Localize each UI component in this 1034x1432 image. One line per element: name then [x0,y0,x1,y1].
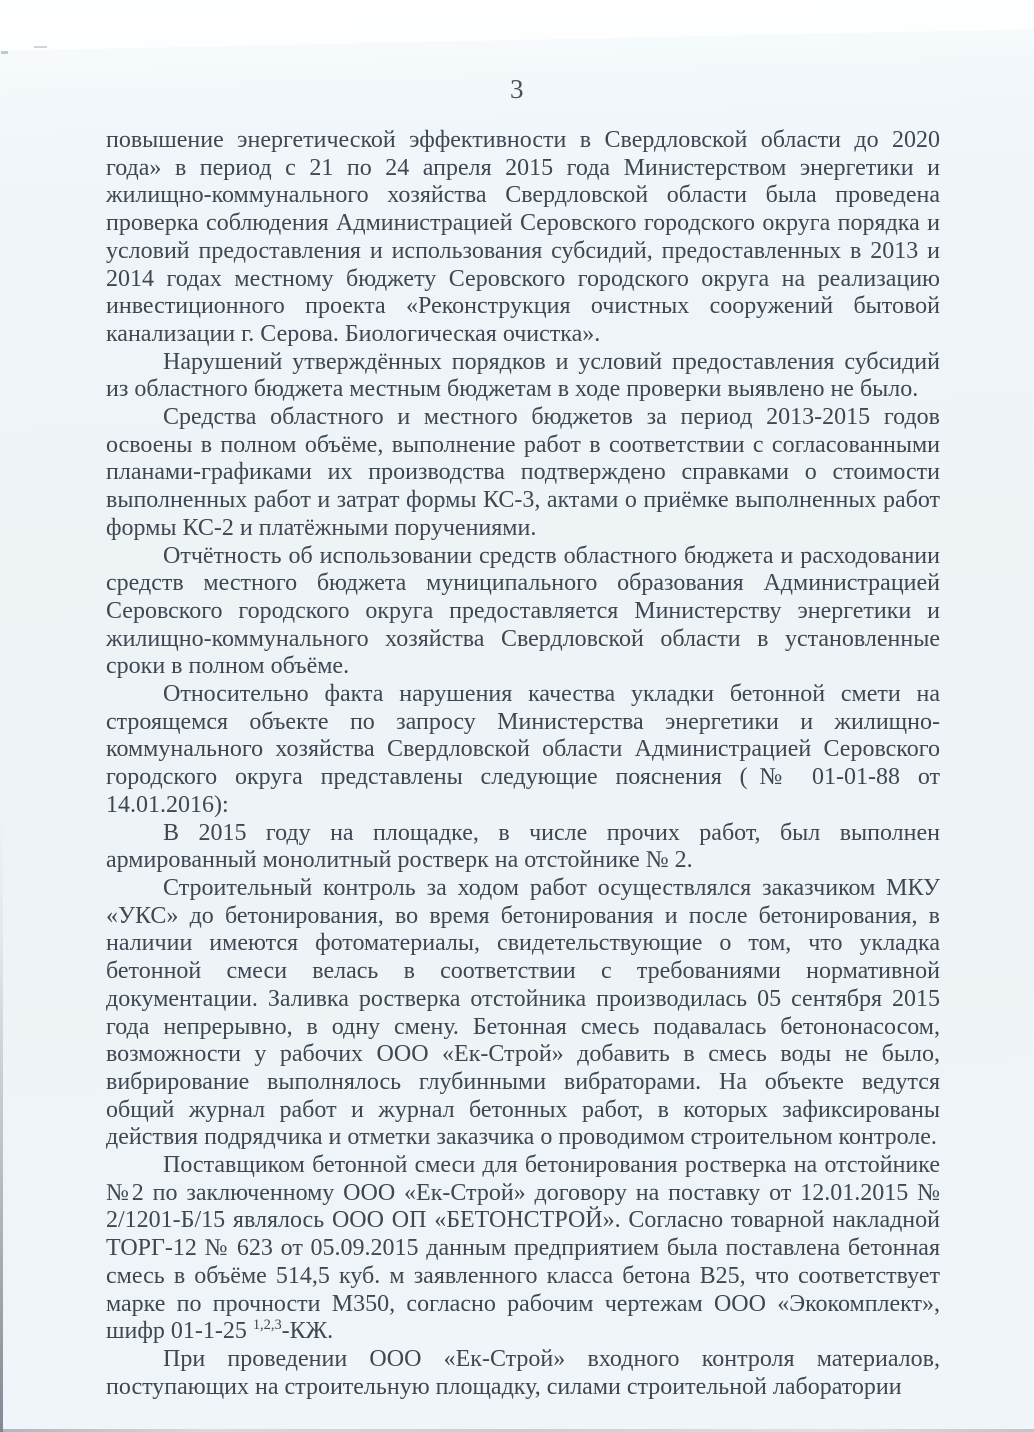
superscript-sheet-numbers: 1,2,3 [252,1317,282,1334]
paragraph: Строительный контроль за ходом работ осуществлялся заказчиком МКУ «УКС» до бетонирования, во время бетонирования и после бетонирования, в наличии имеются фотоматериалы, свидетельствующие о том, что укладка бетонной смеси велась в соответствии с требованиями нормативной документации. Заливка ростверка отстойника производилась 05 сентября 2015 года непрерывно, в одну смену. Бетонная смесь подавалась бетононасосом, возможности у рабочих ООО «Ек-Строй» добавить в смесь воды не было, вибрирование выполнялось глубинными вибраторами. На объекте ведутся общий журнал работ и журнал бетонных работ, в которых зафиксированы действия подрядчика и отметки заказчика о проводимом строительном контроле. [106,874,940,1151]
paragraph [106,1152,940,1346]
scan-artifact-dash [34,46,47,48]
paragraph: Относительно факта нарушения качества укладки бетонной смети на строящемся объекте по запросу Министерства энергетики и жилищно-коммунального хозяйства Свердловской области Администрацией Серовского городского округа представлены следующие пояснения (№ 01-01-88 от 14.01.2016): [106,681,940,818]
scan-artifact-dash [1,51,8,54]
paragraph: Средства областного и местного бюджетов за период 2013-2015 годов освоены в полном объёме, выполнение работ в соответствии с согласованными планами-графиками их производства подтверждено справками о стоимости выполненных работ и затрат формы КС-3, актами о приёмке выполненных работ формы КС-2 и платёжными поручениями. [106,404,940,541]
paragraph: повышение энергетической эффективности в Свердловской области до 2020 года» в период с 21 по 24 апреля 2015 года Министерством энергетики и жилищно-коммунального хозяйства Свердловской области была проведена проверка соблюдения Администрацией Серовского городского округа порядка и условий предоставления и использования субсидий, предоставленных в 2013 и 2014 годах местному бюджету Серовского городского округа на реализацию инвестиционного проекта «Реконструкция очистных сооружений бытовой канализации г. Серова. Биологическая очистка». [106,127,940,347]
paragraph: Нарушений утверждённых порядков и условий предоставления субсидий из областного бюджета местным бюджетам в ходе проверки выявлено не было. [106,348,940,403]
paragraph: В 2015 году на площадке, в числе прочих работ, был выполнен армированный монолитный ростверк на отстойнике № 2. [106,819,940,874]
paragraph: При проведении ООО «Ек-Строй» входного контроля материалов, поступающих на строительную площадку, силами строительной лаборатории [106,1345,940,1400]
paragraph-text: Поставщиком бетонной смеси для бетонирования ростверка на отстойнике №2 по заключенному ООО «Ек-Строй» договору на поставку от 12.01.2015 № 2/1201-Б/15 являлось ООО ОП «БЕТОНСТРОЙ». Согласно товарной накладной ТОРГ-12 № 623 от 05.09.2015 данным предприятием была поставлена бетонная смесь в объёме 514,5 куб. м заявленного класса бетона В25, что соответствует марке по прочности М350, согласно рабочим чертежам ООО «Экокомплект», шифр 01-1-25 [106,1152,940,1345]
page-number: 3 [510,74,524,104]
document-text-block [106,127,940,1401]
scan-artifact-left-edge [0,812,3,1432]
paragraph: Отчётность об использовании средств областного бюджета и расходовании средств местного бюджета муниципального образования Администрацией Серовского городского округа предоставляется Министерству энергетики и жилищно-коммунального хозяйства Свердловской области в установленные сроки в полном объёме. [106,542,940,680]
paragraph-text: -КЖ. [281,1318,334,1345]
